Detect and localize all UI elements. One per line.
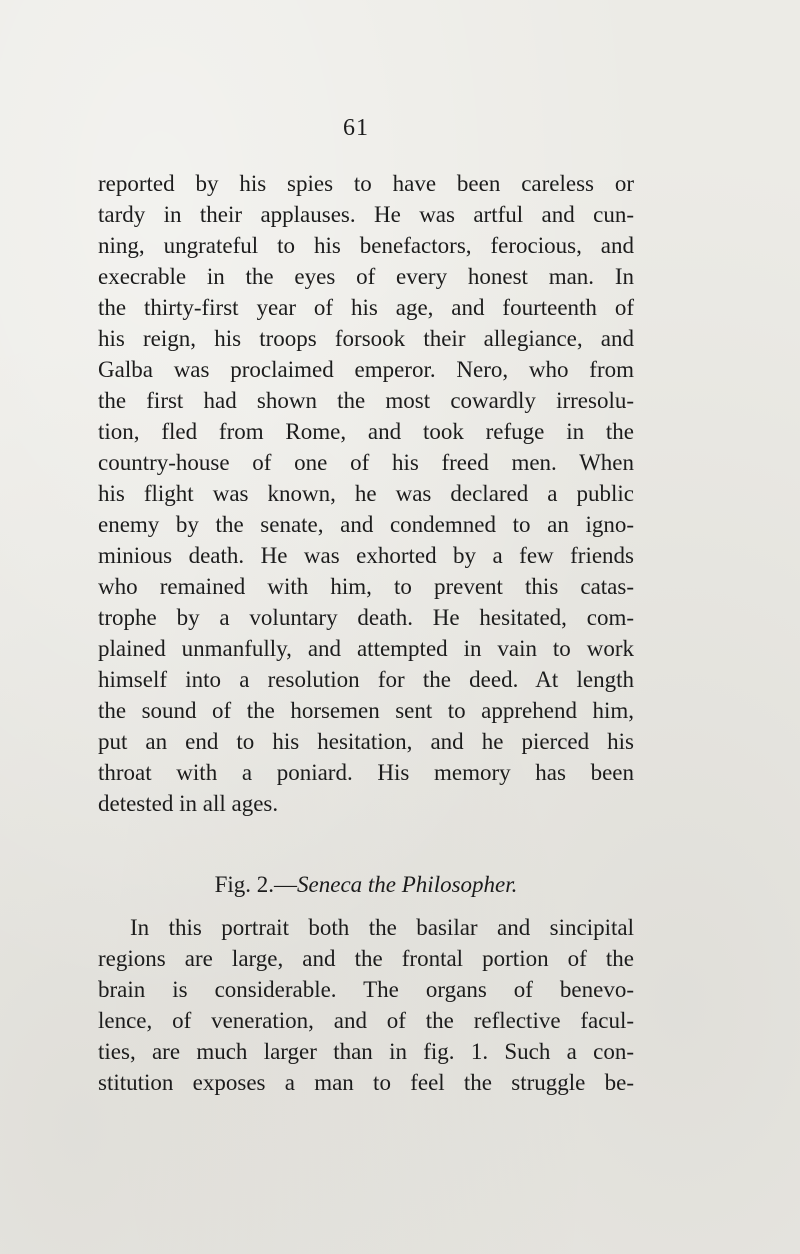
text-line: his reign, his troops forsook their allegiance, and xyxy=(98,326,634,351)
text-line: Galba was proclaimed emperor. Nero, who from xyxy=(98,357,634,382)
text-line: put an end to his hesitation, and he pierced his xyxy=(98,729,634,754)
text-line: himself into a resolution for the deed. At length xyxy=(98,667,634,692)
text-line: plained unmanfully, and attempted in vain to work xyxy=(98,636,634,661)
text-line: In this portrait both the basilar and sincipital xyxy=(130,915,634,940)
figure-label: Fig. 2.— xyxy=(214,872,298,897)
text-line: lence, of veneration, and of the reflective facul- xyxy=(98,1008,634,1033)
paragraph-nero xyxy=(98,168,634,819)
text-line: ties, are much larger than in fig. 1. Such a con- xyxy=(98,1039,634,1064)
paragraph-seneca xyxy=(98,912,634,1098)
text-line: trophe by a voluntary death. He hesitated, com- xyxy=(98,605,634,630)
text-line: minious death. He was exhorted by a few friends xyxy=(98,543,634,568)
text-line: the first had shown the most cowardly irresolu- xyxy=(98,388,634,413)
text-line: tion, fled from Rome, and took refuge in the xyxy=(98,419,634,444)
figure-title: Seneca the Philosopher. xyxy=(297,872,518,897)
page-number: 61 xyxy=(343,115,369,141)
text-line: reported by his spies to have been careless or xyxy=(98,171,634,196)
text-line: stitution exposes a man to feel the struggle be- xyxy=(98,1070,634,1095)
text-line: the thirty-first year of his age, and fourteenth of xyxy=(98,295,634,320)
text-line: brain is considerable. The organs of benevo- xyxy=(98,977,634,1002)
text-line: execrable in the eyes of every honest man. In xyxy=(98,264,634,289)
text-line: detested in all ages. xyxy=(98,791,279,816)
text-line: country-house of one of his freed men. When xyxy=(98,450,634,475)
text-line: tardy in their applauses. He was artful and cun- xyxy=(98,202,634,227)
text-line: ning, ungrateful to his benefactors, ferocious, and xyxy=(98,233,634,258)
text-line: the sound of the horsemen sent to apprehend him, xyxy=(98,698,634,723)
text-line: enemy by the senate, and condemned to an igno- xyxy=(98,512,634,537)
text-line: throat with a poniard. His memory has been xyxy=(98,760,634,785)
text-line: regions are large, and the frontal portion of the xyxy=(98,946,634,971)
figure-heading xyxy=(98,869,634,900)
text-line: his flight was known, he was declared a public xyxy=(98,481,634,506)
text-line: who remained with him, to prevent this catas- xyxy=(98,574,634,599)
